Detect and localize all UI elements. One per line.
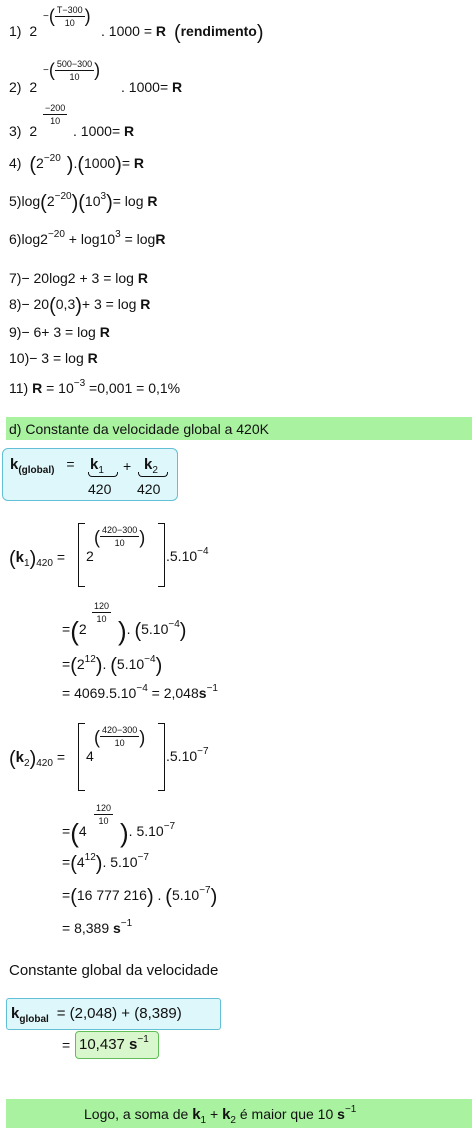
unit-exponent: −1: [137, 1034, 149, 1045]
tail-exponent: −7: [199, 885, 211, 896]
base: 2: [76, 656, 85, 672]
result: = 2,048: [147, 685, 199, 701]
step-number: 6): [9, 231, 22, 247]
k1-line2: =(2: [62, 616, 87, 646]
k-subscript: 1: [24, 558, 30, 569]
text-a: Logo, a soma de: [84, 1106, 193, 1122]
factor-exponent: −7: [197, 746, 209, 757]
unit: s: [129, 1036, 138, 1053]
base: 2: [40, 231, 48, 247]
step-number: 3): [9, 123, 22, 139]
tail-exponent: −4: [168, 619, 180, 630]
k2-left-bracket: [78, 723, 85, 791]
step-number: 10): [9, 350, 30, 366]
k-symbol: k: [15, 749, 25, 766]
r-symbol: R: [147, 193, 158, 209]
expr-a: − 20: [21, 296, 50, 312]
k1-left-bracket: [78, 523, 85, 587]
mid: .: [126, 621, 135, 637]
step-9: [9, 323, 110, 341]
tail: 5.10: [141, 621, 169, 637]
step-8: 8)− 20(0,3)+ 3 = log R: [9, 295, 151, 317]
base: 2: [29, 123, 38, 139]
text-b: é maior que 10: [235, 1106, 338, 1122]
exp-sign: −: [43, 11, 49, 23]
k1-right-bracket: [158, 523, 165, 587]
exp-denominator: 10: [114, 738, 125, 748]
exp-numerator: 420−300: [102, 525, 138, 535]
k1-subscript: 1: [200, 1115, 207, 1126]
exp-denominator: 10: [64, 18, 75, 28]
step-6: [9, 230, 165, 248]
equals-sign: =: [62, 656, 71, 672]
expr: = (2,048) + (8,389): [56, 1005, 182, 1022]
expr-b: =0,001 = 0,1%: [85, 380, 181, 396]
tail: . 5.10: [128, 823, 164, 839]
tail: 5.10: [116, 656, 145, 672]
k2-line4: =(16 777 216) . $(5.10^{-7})$: [62, 885, 218, 908]
tail: 5.10: [171, 887, 200, 903]
equals-sign: =: [62, 621, 71, 637]
k1-underbrace: [88, 472, 118, 477]
step-number: 4): [9, 155, 22, 171]
k1-symbol: k: [192, 1106, 201, 1123]
expr: − 20log2 + 3 = log: [21, 270, 138, 286]
exponent: −3: [73, 378, 86, 389]
mid-text: . 1000=: [73, 123, 125, 139]
step-5: $5)\log(2^{-20})(10^3)= \log R$: [9, 191, 158, 214]
equals-sign: =: [62, 854, 71, 870]
k2-right-bracket: [158, 723, 165, 791]
unit: s: [198, 685, 207, 701]
r-symbol: R: [140, 296, 151, 312]
base: 2: [46, 193, 55, 209]
value: 10,437: [79, 1036, 130, 1053]
plus-sign: +: [123, 458, 132, 474]
k1-factor: [166, 547, 209, 565]
final-result: [79, 1036, 149, 1054]
k1-subscript: 1: [98, 465, 104, 476]
exp-sign: −: [43, 65, 49, 77]
value: + log10: [64, 231, 116, 247]
base: 2: [29, 79, 38, 95]
factor: .5.10: [166, 548, 198, 564]
k1-line2-tail: ). $(5.10^{-4})$: [118, 616, 187, 646]
value: 10: [84, 193, 101, 209]
exp-numerator: 500−300: [56, 59, 93, 69]
tail-exponent: −7: [163, 821, 176, 832]
k2-symbol: k: [222, 1106, 231, 1123]
r-symbol: R: [99, 324, 110, 340]
base: 4: [78, 823, 87, 839]
section-d-heading: d) Constante da velocidade global a 420K: [9, 421, 269, 437]
expr-a: = 4069.5.10: [62, 685, 137, 701]
k-symbol: k: [15, 549, 25, 566]
unit-exponent: −1: [120, 918, 133, 929]
result-equals: =: [62, 1037, 71, 1053]
k2-under-label: 420: [137, 481, 161, 497]
equals-sign: =: [66, 456, 75, 472]
r-symbol: R: [172, 79, 183, 95]
step-11: [9, 379, 180, 397]
step-number: 1): [9, 23, 22, 39]
step-2: 2) 2 −( $\frac{500-300}{10}$ ) . 1000= R: [9, 59, 183, 95]
exponent-b: 3: [115, 229, 121, 240]
step-10: [9, 349, 98, 367]
log-fn: log: [21, 193, 41, 209]
exp-numerator: 120: [96, 803, 112, 813]
equals-sign: =: [62, 887, 71, 903]
value: 1000: [84, 155, 116, 171]
mid: .: [102, 656, 111, 672]
value: 16 777 216: [76, 887, 147, 903]
k-symbol: k: [10, 456, 19, 473]
base: 4: [76, 854, 85, 870]
result: = 8,389: [62, 920, 113, 936]
expr-a: = 10: [42, 380, 74, 396]
k-subscript: global: [19, 1014, 49, 1025]
equals-sign: =: [56, 549, 66, 565]
k2-line2: =(4: [62, 818, 87, 848]
r-symbol: R: [87, 350, 98, 366]
exp-numerator: 420−300: [102, 725, 138, 735]
mid-text: . 1000 =: [101, 23, 156, 39]
global-title: Constante global da velocidade: [9, 962, 219, 979]
unit: s: [113, 920, 121, 936]
eq: =: [121, 155, 134, 171]
exponent: 12: [84, 852, 96, 863]
k1-label: $(k_1)_{420}$ =: [9, 548, 66, 570]
temperature-subscript: 420: [36, 558, 53, 569]
k1-symbol: k: [90, 456, 99, 473]
step-3: [9, 103, 135, 140]
conclusion: [84, 1105, 356, 1124]
r-symbol: R: [155, 23, 167, 39]
global-result: [11, 1004, 182, 1029]
exp-numerator: T−300: [56, 5, 83, 15]
r-symbol: R: [124, 123, 135, 139]
step-number: 11): [9, 380, 29, 396]
plus: +: [206, 1106, 223, 1122]
k2-line5: [62, 919, 132, 937]
temperature-subscript: 420: [36, 758, 53, 769]
exp-numerator: 120: [94, 601, 110, 611]
step-number: 5): [9, 193, 22, 209]
k1-under-label: 420: [88, 481, 112, 497]
step-number: 8): [9, 296, 22, 312]
k2-underbrace: [138, 472, 168, 477]
factor-exponent: −4: [197, 546, 209, 557]
exp-denominator: 10: [50, 116, 61, 126]
k-symbol: k: [11, 1005, 20, 1022]
mid-text: . 1000=: [121, 79, 173, 95]
tail-exponent: −7: [137, 852, 149, 863]
exponent: −4: [136, 683, 148, 694]
k2-subscript: 2: [230, 1115, 236, 1126]
rendimento-label: rendimento: [180, 23, 257, 39]
k-subscript: (global): [18, 465, 55, 476]
exp-denominator: 10: [98, 816, 109, 826]
base: 2: [29, 23, 38, 39]
exponent: −20: [54, 191, 72, 202]
k-subscript: 2: [24, 758, 30, 769]
factor: .5.10: [166, 748, 198, 764]
tail: . 5.10: [102, 854, 138, 870]
k1-exponent: ( $\frac{420-300}{10}$ ): [94, 525, 146, 548]
exponent: −20: [47, 229, 65, 240]
unit-exponent: −1: [206, 683, 218, 694]
eq: = log: [112, 193, 148, 209]
k2-line2-tail: ). $5.10^{-7}$: [120, 818, 176, 848]
expr: − 6+ 3 = log: [21, 324, 100, 340]
tail-exponent: −4: [144, 654, 156, 665]
k2-line3: $=(4^{12})$. $5.10^{-7}$: [62, 852, 149, 875]
k2-label: $(k_2)_{420}$ =: [9, 748, 66, 770]
log-fn: log: [21, 231, 41, 247]
k2-line2-exponent: [94, 802, 113, 827]
unit-exponent: −1: [344, 1104, 357, 1115]
k1-line4: [62, 684, 218, 702]
k2-factor: [166, 747, 209, 765]
eq: = log: [120, 231, 156, 247]
step-4: 4) ($2^{-20}$ ).(1000)= R: [9, 153, 145, 176]
step-number: 9): [9, 324, 22, 340]
equals-sign: =: [62, 823, 71, 839]
exponent: 12: [84, 654, 96, 665]
k2-symbol: k: [144, 456, 153, 473]
equals-sign: =: [56, 749, 66, 765]
k2-base: 4: [86, 748, 94, 764]
k2-subscript: 2: [152, 465, 158, 476]
k1-line3: $=(2^{12})$. $(5.10^{-4})$: [62, 654, 163, 677]
step-number: 2): [9, 79, 22, 95]
expr-c: + 3 = log: [81, 296, 141, 312]
global-formula: [10, 455, 75, 480]
exp-denominator: 10: [69, 72, 80, 82]
step-1: 1) 2 −( $\frac{T-300}{10}$ ) . 1000 = R (rendimento): [9, 5, 264, 44]
expr: − 3 = log: [29, 350, 88, 366]
step-number: 7): [9, 270, 22, 286]
k1-base: 2: [86, 548, 94, 564]
k1-line2-exponent: [92, 600, 111, 625]
step-7: [9, 269, 148, 287]
base: 2: [36, 155, 44, 171]
base: 2: [78, 621, 87, 637]
r-symbol: R: [155, 231, 166, 247]
r-symbol: R: [32, 380, 43, 396]
exponent: −20: [43, 153, 61, 164]
exp-denominator: 10: [96, 614, 107, 624]
unit: s: [337, 1106, 345, 1122]
exp-denominator: 10: [114, 538, 125, 548]
exp-numerator: −200: [45, 103, 66, 113]
exponent-b: 3: [100, 191, 107, 202]
expr-b: 0,3: [55, 296, 76, 312]
r-symbol: R: [133, 155, 145, 171]
mid: .: [153, 887, 166, 903]
k2-exponent: ( $\frac{420-300}{10}$ ): [94, 725, 146, 748]
r-symbol: R: [137, 270, 148, 286]
